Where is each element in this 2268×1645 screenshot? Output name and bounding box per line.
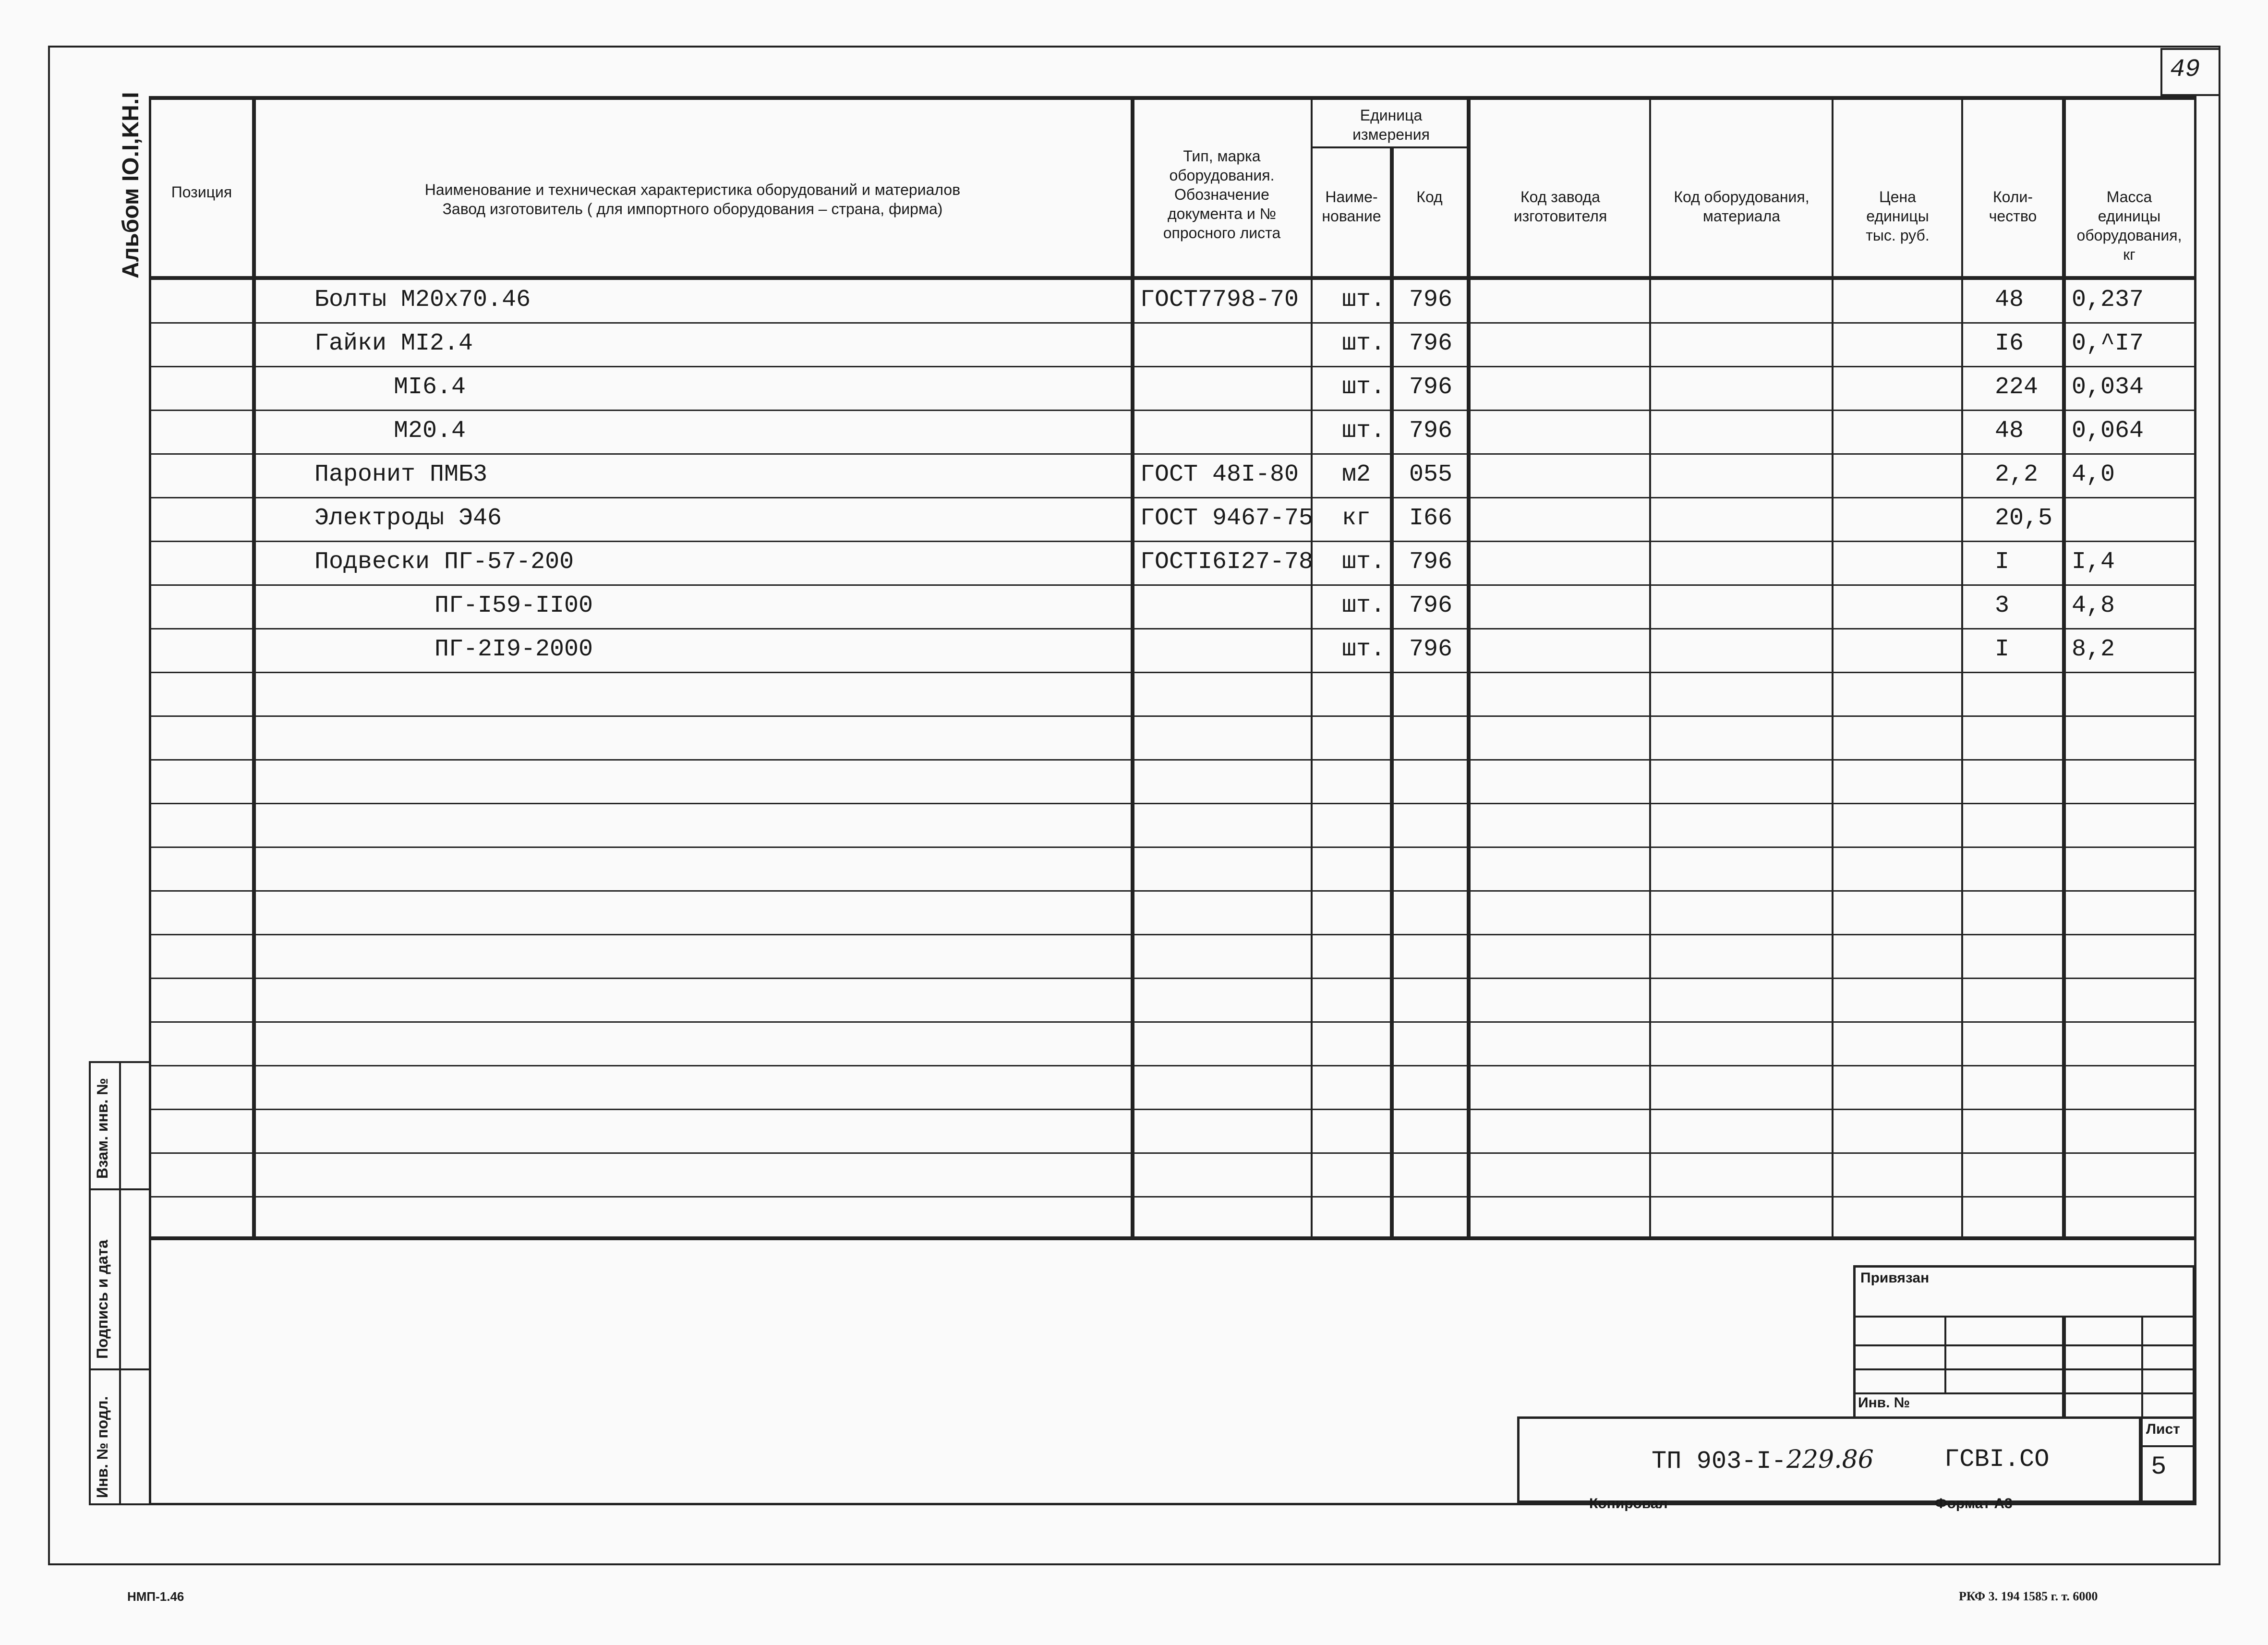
row-code: 796 [1409,286,1453,314]
row-unit: шт. [1342,374,1386,401]
row-qty: 2,2 [1995,461,2039,488]
header-bottom-line [149,276,2196,280]
row-unit: шт. [1342,330,1386,357]
row-divider [151,890,2194,892]
row-divider [151,366,2194,367]
album-label: Альбом IO.I,KH.I [118,92,144,278]
row-type: ГОСТ7798-70 [1140,286,1299,314]
row-qty: 48 [1995,417,2024,445]
stamp-inv-podl: Инв. № подл. [94,1396,111,1498]
row-mass: 8,2 [2072,636,2115,663]
header-equip-code: Код оборудования, материала [1674,188,1810,225]
row-mass: I,4 [2072,548,2115,576]
row-name: MI6.4 [394,374,466,401]
header-qty: Коли- чество [1989,188,2037,225]
row-divider [151,497,2194,498]
row-code: 796 [1409,548,1453,576]
row-name: M20.4 [394,417,466,445]
row-code: 796 [1409,330,1453,357]
row-qty: 224 [1995,374,2039,401]
privyazan-label: Привязан [1860,1270,1930,1286]
row-divider [151,672,2194,673]
doc-designation [1652,1445,1874,1476]
list-value: 5 [2151,1452,2167,1482]
row-divider [151,978,2194,979]
header-unit-code: Код [1416,188,1443,206]
row-code: 796 [1409,417,1453,445]
row-qty: 48 [1995,286,2024,314]
row-code: 796 [1409,592,1453,619]
row-divider [151,453,2194,455]
row-divider [151,803,2194,804]
header-factory-code: Код завода изготовителя [1513,188,1607,225]
row-type: ГОСТ 9467-75 [1140,505,1314,532]
doc-prefix: ТП 903-I- [1652,1447,1786,1476]
row-mass: 0,064 [2072,417,2144,445]
row-unit: шт. [1342,286,1386,314]
stamp-vzam: Взам. инв. № [94,1078,111,1179]
format-label: Формат А3 [1935,1496,2013,1512]
row-divider [151,1152,2194,1154]
row-mass: 0,^I7 [2072,330,2144,357]
row-divider [151,628,2194,629]
header-unit-name: Наиме- нование [1322,188,1381,225]
row-name: Подвески ПГ-57-200 [314,548,574,576]
row-code: 796 [1409,374,1453,401]
header-position: Позиция [171,183,232,201]
row-divider [151,1196,2194,1197]
header-unit-group: Единица измерения [1352,107,1430,143]
row-divider [151,1109,2194,1110]
row-divider [151,847,2194,848]
row-name: ПГ-I59-II00 [434,592,593,619]
kopiroval-label: Копировал [1589,1496,1668,1512]
header-name: Наименование и техническая характеристика оборудований и материалов Завод изготовитель ( для импортного оборудования – страна, фирма) [424,181,961,218]
inv-no-label: Инв. № [1858,1395,1910,1411]
row-type: ГОСТI6I27-78 [1140,548,1314,576]
header-type: Тип, марка оборудования. Обозначение документа и № опросного листа [1163,147,1281,242]
row-unit: шт. [1342,592,1386,619]
row-name: Паронит ПМБ3 [314,461,488,488]
row-mass: 4,0 [2072,461,2115,488]
footer-right: РКФ 3. 194 1585 г. т. 6000 [1959,1589,2098,1603]
row-unit: шт. [1342,548,1386,576]
row-unit: шт. [1342,636,1386,663]
row-divider [151,584,2194,586]
row-code: 055 [1409,461,1453,488]
list-label: Лист [2146,1421,2180,1437]
row-qty: I6 [1995,330,2024,357]
row-qty: 20,5 [1995,505,2053,532]
header-price: Цена единицы тыс. руб. [1866,188,1930,244]
row-qty: I [1995,548,2010,576]
row-divider [151,1021,2194,1023]
row-code: I66 [1409,505,1453,532]
doc-suffix: ГСВI.СО [1944,1445,2050,1474]
row-qty: 3 [1995,592,2010,619]
row-qty: I [1995,636,2010,663]
row-divider [151,759,2194,761]
row-mass: 0,237 [2072,286,2144,314]
row-code: 796 [1409,636,1453,663]
table-top-line [149,96,2196,100]
row-unit: м2 [1342,461,1371,488]
footer-left: НМП-1.46 [127,1589,184,1604]
row-name: Болты M20x70.46 [314,286,531,314]
row-divider [151,715,2194,717]
doc-handwritten: 229.86 [1786,1445,1874,1474]
row-mass: 4,8 [2072,592,2115,619]
row-divider [151,410,2194,411]
row-divider [151,322,2194,324]
row-name: Электроды Э46 [314,505,502,532]
stamp-podpis: Подпись и дата [94,1240,111,1359]
row-divider [151,541,2194,542]
row-unit: кг [1342,505,1371,532]
row-type: ГОСТ 48I-80 [1140,461,1299,488]
row-mass: 0,034 [2072,374,2144,401]
row-divider [151,934,2194,935]
row-unit: шт. [1342,417,1386,445]
header-mass: Масса единицы оборудования, кг [2076,188,2182,263]
row-name: ПГ-2I9-2000 [434,636,593,663]
page-number: 49 [2170,55,2200,84]
row-divider [151,1065,2194,1066]
row-name: Гайки MI2.4 [314,330,473,357]
